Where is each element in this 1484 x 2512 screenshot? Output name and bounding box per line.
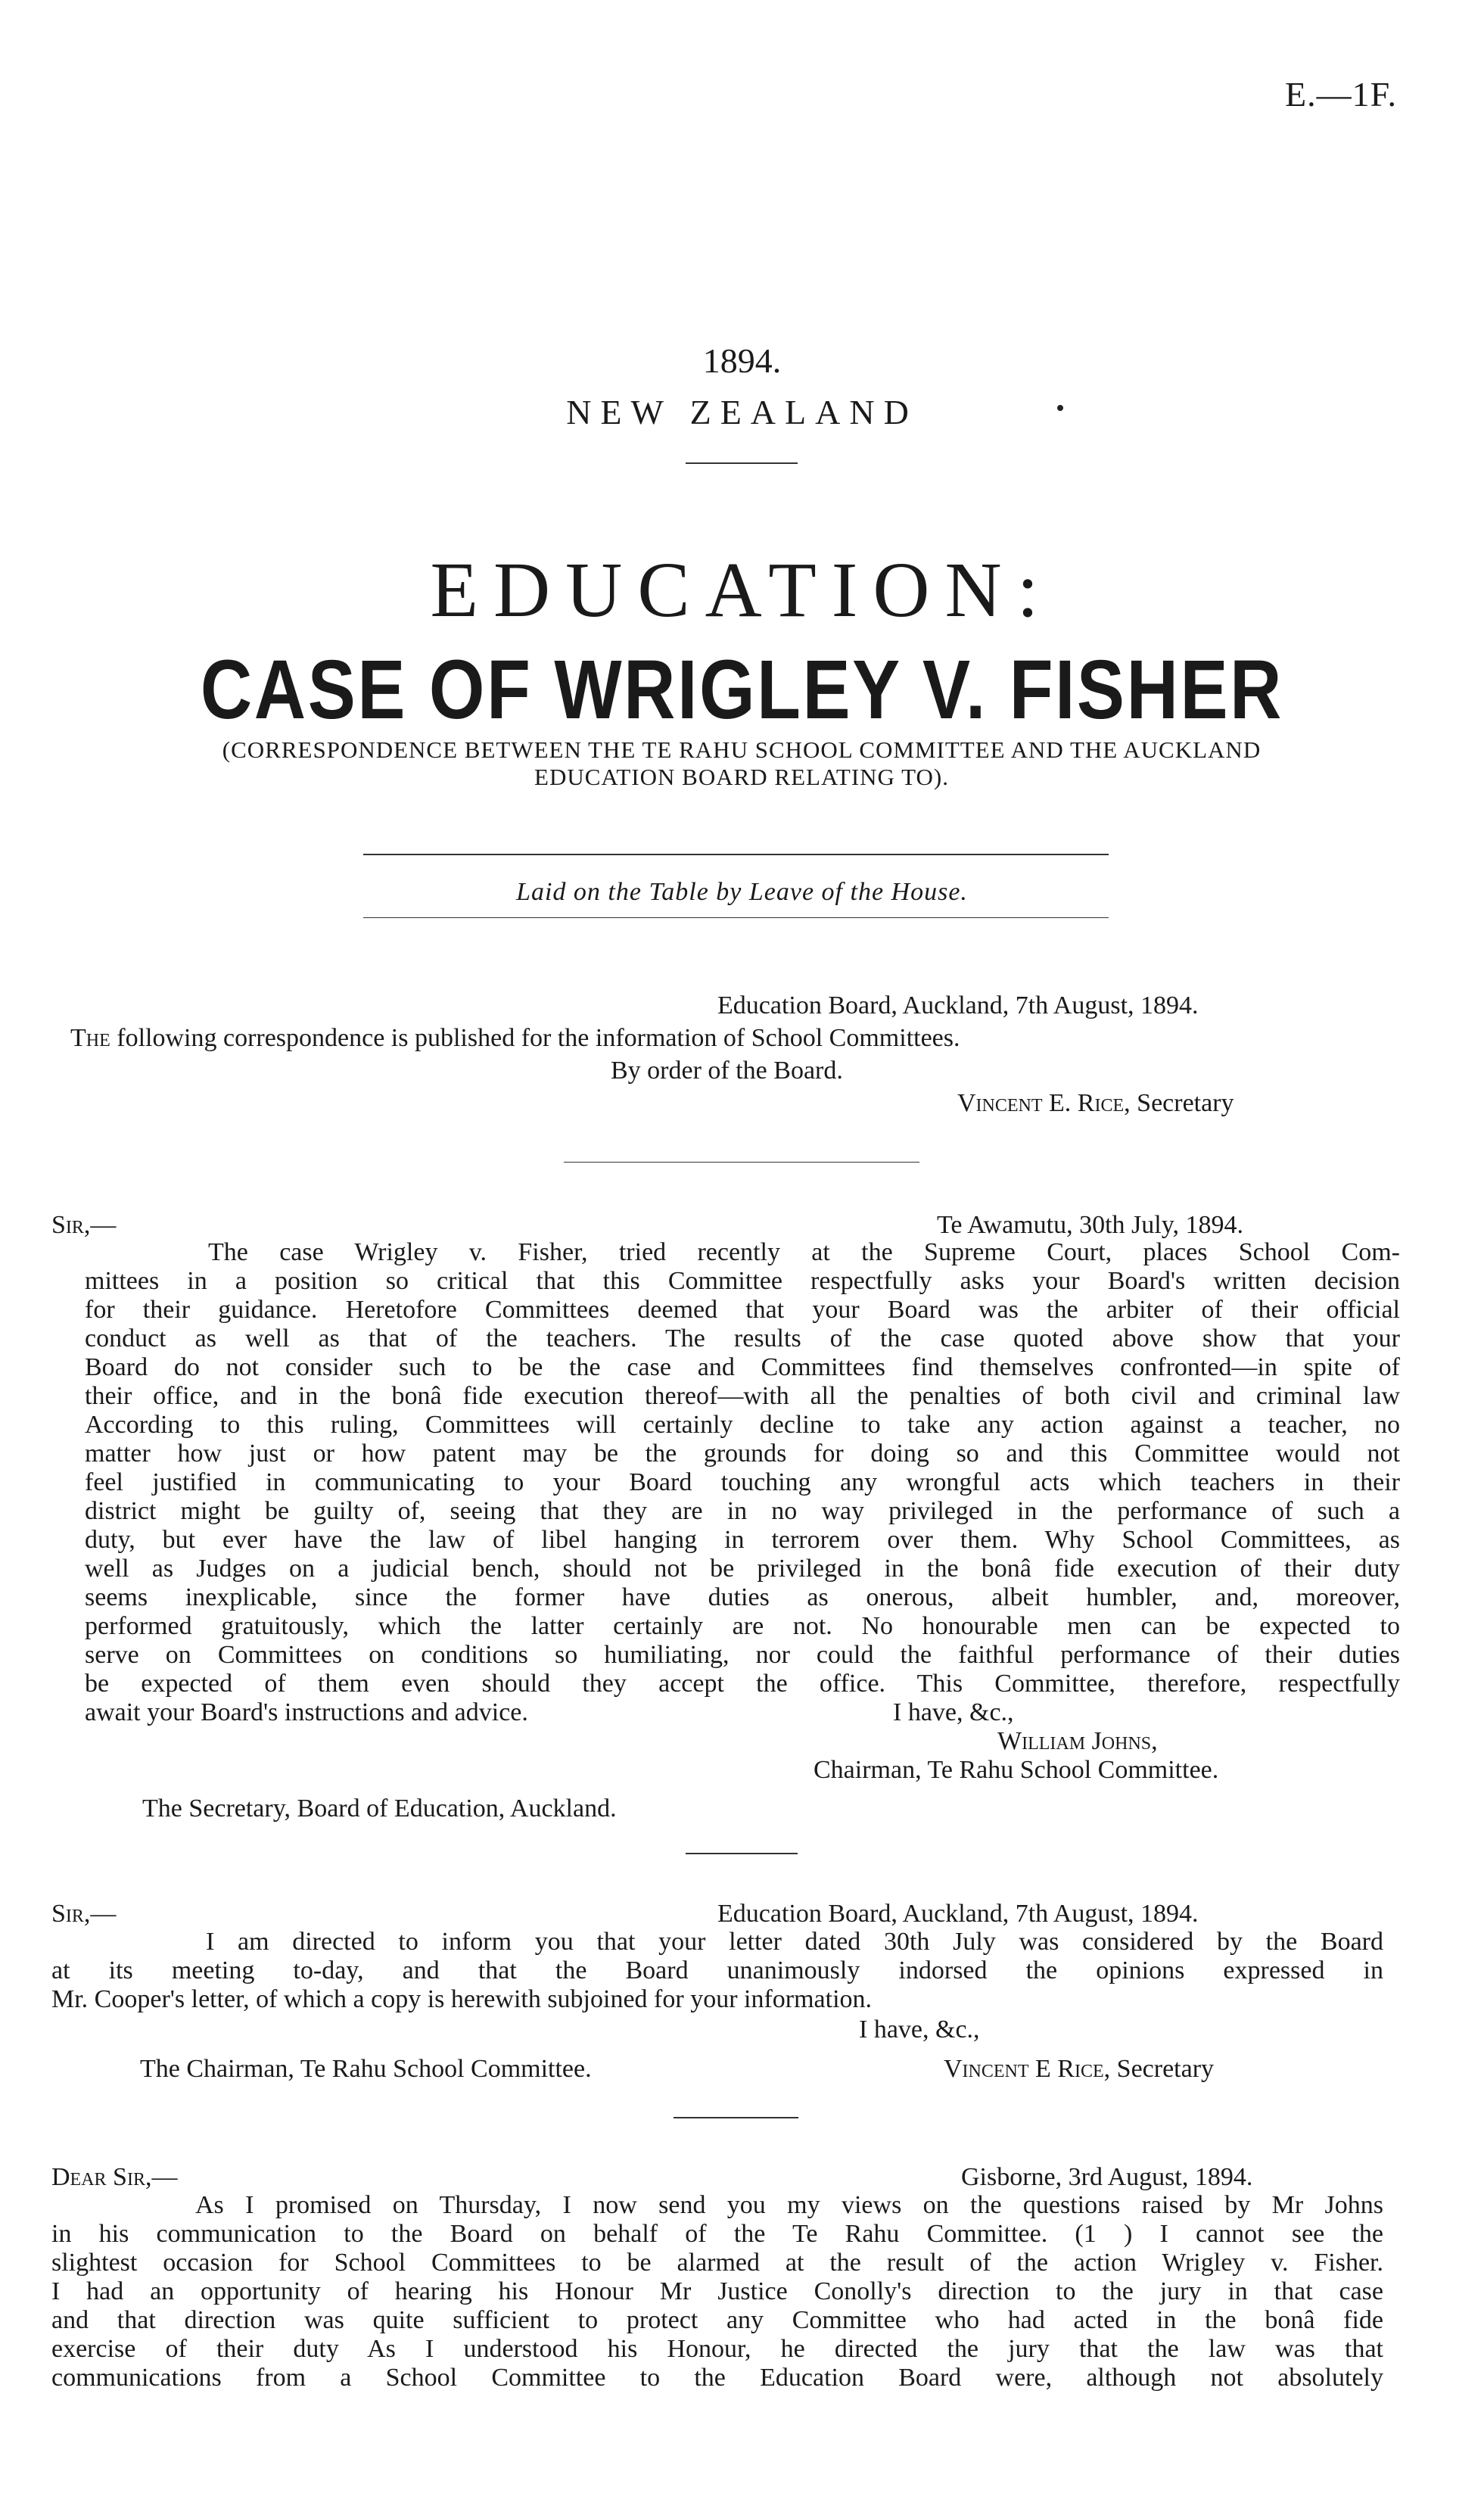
letter1-line: matter how just or how patent may be the grounds for doing so and this Committee would not (85, 1440, 1400, 1468)
subtitle-line: (CORRESPONDENCE BETWEEN THE TE RAHU SCHOOL COMMITTEE AND THE AUCKLAND (222, 736, 1262, 763)
signature-name: Vincent E Rice (944, 2055, 1104, 2083)
intro-text: following correspondence is published for the information of School Committees. (110, 1024, 960, 1052)
divider (674, 2117, 798, 2118)
letter3-line: in his communication to the Board on behalf of the Te Rahu Committee. (1 ) I cannot see the (51, 2220, 1383, 2248)
letter3-line: As I promised on Thursday, I now send you my views on the questions raised by Mr Johns (195, 2191, 1383, 2219)
laid-on-table: Laid on the Table by Leave of the House. (516, 878, 968, 906)
letter2-line: at its meeting to-day, and that the Board unanimously indorsed the opinions expressed in (51, 1956, 1383, 1984)
letter1-line: their office, and in the bonâ fide execution thereof—with all the penalties of both civil and criminal law (85, 1382, 1400, 1410)
letter2-dateline: Education Board, Auckland, 7th August, 1894. (717, 1900, 1199, 1928)
year: 1894. (702, 341, 782, 380)
subtitle-line: EDUCATION BOARD RELATING TO). (534, 763, 949, 790)
letter1-line: feel justified in communicating to your Board touching any wrongful acts which teachers in their (85, 1468, 1400, 1496)
letter1-signature-name (997, 1729, 1158, 1754)
letter3-dateline: Gisborne, 3rd August, 1894. (961, 2163, 1253, 2191)
letter1-line: well as Judges on a judicial bench, should not be privileged in the bonâ fide execution of their duty (85, 1555, 1400, 1583)
letter1-line: According to this ruling, Committees will certainly decline to take any action against a teacher, no (85, 1411, 1400, 1439)
letter2-signature (944, 2056, 1214, 2082)
divider (564, 1162, 919, 1163)
subtitle (114, 736, 1370, 791)
letter1-closing: I have, &c., (893, 1698, 1014, 1726)
notice-intro (70, 1026, 960, 1051)
letter1-line: seems inexplicable, since the former have duties as onerous, albeit humbler, and, moreover, (85, 1583, 1400, 1611)
divider (363, 854, 1109, 855)
letter1-dateline: Te Awamutu, 30th July, 1894. (937, 1211, 1243, 1239)
salutation: Sir,— (51, 1211, 117, 1239)
letter2-line: I am directed to inform you that your letter dated 30th July was considered by the Board (206, 1928, 1383, 1956)
letter3-salutation (51, 2165, 177, 2190)
stray-dot (1057, 405, 1063, 411)
letter1-line: duty, but ever have the law of libel hanging in terrorem over them. Why School Committees, as (85, 1526, 1400, 1554)
salutation: Sir,— (51, 1900, 117, 1928)
divider (686, 1853, 798, 1854)
letter1-addressee: The Secretary, Board of Education, Auckland. (142, 1795, 617, 1823)
signature-name: Vincent E. Rice (957, 1089, 1125, 1117)
letter2-salutation (51, 1901, 116, 1927)
signature-name: William Johns, (997, 1727, 1158, 1755)
letter1-line: be expected of them even should they accept the office. This Committee, therefore, respectfully (85, 1670, 1400, 1698)
divider (686, 462, 798, 464)
letter3-line: I had an opportunity of hearing his Honour Mr Justice Conolly's direction to the jury in that case (51, 2277, 1383, 2305)
letter1-salutation (51, 1212, 116, 1238)
notice-signature (957, 1091, 1234, 1116)
letter2-addressee: The Chairman, Te Rahu School Committee. (140, 2055, 592, 2083)
letter1-line: serve on Committees on conditions so humiliating, nor could the faithful performance of their duties (85, 1641, 1400, 1669)
letter1-line: conduct as well as that of the teachers. The results of the case quoted above show that your (85, 1324, 1400, 1352)
letter1-line: district might be guilty of, seeing that they are in no way privileged in the performance of such a (85, 1497, 1400, 1525)
letter2-closing: I have, &c., (859, 2016, 980, 2044)
letter3-line: slightest occasion for School Committees to be alarmed at the result of the action Wrigley v. Fisher. (51, 2249, 1383, 2277)
page-code: E.—1F. (1285, 75, 1397, 114)
notice-dateline: Education Board, Auckland, 7th August, 1894. (717, 991, 1199, 1019)
letter1-signature-title: Chairman, Te Rahu School Committee. (814, 1756, 1219, 1784)
case-title: CASE OF WRIGLEY V. FISHER (200, 643, 1284, 736)
signature-title: , Secretary (1103, 2055, 1215, 2083)
salutation: Dear Sir,— (51, 2163, 178, 2191)
intro-word: The (70, 1024, 110, 1052)
letter2-last-line: Mr. Cooper's letter, of which a copy is herewith subjoined for your information. (51, 1985, 873, 2013)
letter1-closing-left: await your Board's instructions and advice. (85, 1698, 528, 1726)
letter3-line: exercise of their duty As I understood his Honour, he directed the jury that the law was that (51, 2335, 1383, 2363)
letter1-line: Board do not consider such to be the case and Committees find themselves confronted—in spite of (85, 1353, 1400, 1381)
letter3-line: communications from a School Committee to the Education Board were, although not absolutely (51, 2364, 1383, 2392)
notice-order: By order of the Board. (611, 1057, 843, 1085)
letter1-line: The case Wrigley v. Fisher, tried recently at the Supreme Court, places School Com- (208, 1238, 1400, 1266)
country: NEW ZEALAND (566, 393, 918, 431)
letter1-line: performed gratuitously, which the latter certainly are not. No honourable men can be expected to (85, 1612, 1400, 1640)
letter1-line: mittees in a position so critical that this Committee respectfully asks your Board's written decision (85, 1267, 1400, 1295)
letter3-line: and that direction was quite sufficient to protect any Committee who had acted in the bonâ fide (51, 2306, 1383, 2334)
divider (363, 917, 1109, 918)
subject-title: EDUCATION: (430, 546, 1054, 633)
letter1-line: for their guidance. Heretofore Committees deemed that your Board was the arbiter of their official (85, 1296, 1400, 1324)
signature-title: , Secretary (1124, 1089, 1234, 1117)
